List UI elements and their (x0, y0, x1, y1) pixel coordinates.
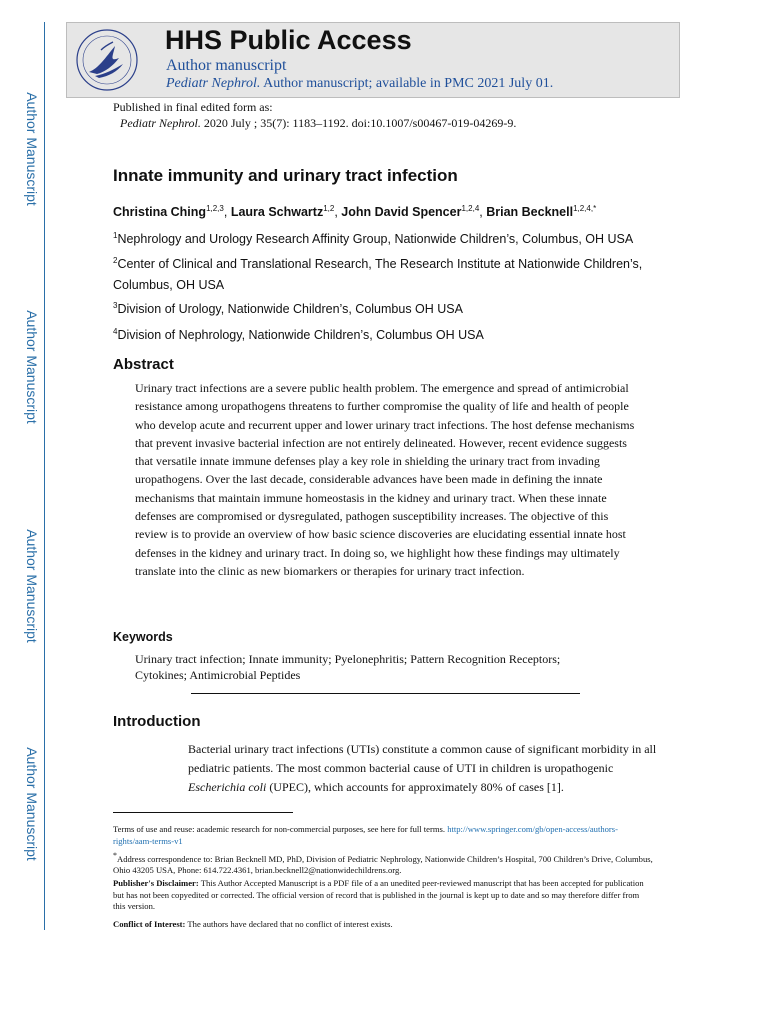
terms-link[interactable]: http://www.springer.com/gb/open-access/authors-rights/aam-terms-v1 (113, 824, 618, 846)
introduction-heading: Introduction (113, 713, 201, 730)
terms-footnote: Terms of use and reuse: academic research for non-commercial purposes, see here for full terms. http://www.springer.com/gb/open-access/authors-rights/aam-terms-v1 (113, 824, 618, 846)
published-label: Published in final edited form as: (113, 100, 273, 114)
abstract-heading: Abstract (113, 356, 174, 373)
manuscript-label: Author manuscript (166, 57, 287, 74)
affiliation: $^3$Division of Urology, Nationwide Children’s, Columbus OH USA (113, 301, 463, 317)
author-name: Brian Becknell (486, 205, 574, 220)
footnote-divider (113, 812, 293, 813)
affiliation: $^1$Nephrology and Urology Research Affinity Group, Nationwide Children’s, Columbus, OH USA (113, 231, 634, 247)
disclaimer-footnote: Publisher's Disclaimer: This Author Accepted Manuscript is a PDF file of a an unedited peer-reviewed manuscript that has been accepted for publication but has not been copyedited or corrected. The official version of record that is published in the journal is kept up to date and so may therefore differ from this version. (113, 878, 644, 911)
abstract-text: Urinary tract infections are a severe public health problem. The emergence and spread of antimicrobial resistance among uropathogens threatens to further compromise the quality of life and health of people who develop acute and recurrent upper and lower urinary tract infections. The host defense mechanisms that prevent invasive bacterial infection are not entirely delineated. However, recent evidence suggests that versatile innate immune defenses play a key role in shielding the urinary tract from invading uropathogens. Over the last decade, considerable advances have been made in defining the innate mechanisms that maintain immune homeostasis in the kidney and urinary tract. When these innate defenses are compromised or dysregulated, pathogen susceptibility increases. The objective of this review is to provide an overview of how basic science discoveries are elucidating essential innate host defenses in the kidney and urinary tract. In doing so, we highlight how these findings may ultimately translate into the clinic as new biomarkers or therapies for urinary tract infection. (135, 381, 635, 578)
hhs-eagle-logo-icon (75, 28, 139, 92)
article-title: Innate immunity and urinary tract infection (113, 166, 458, 185)
citation: Pediatr Nephrol. 2020 July ; 35(7): 1183–1192. doi:10.1007/s00467-019-04269-9. (120, 116, 517, 130)
keywords-text: Urinary tract infection; Innate immunity; Pyelonephritis; Pattern Recognition Receptors; Cytokines; Antimicrobial Peptides (135, 652, 561, 682)
hhs-title: HHS Public Access (165, 25, 412, 55)
author-list: Christina Ching$^{1,2,3}$, Laura Schwartz$^{1,2}$, John David Spencer$^{1,2,4}$, Brian Becknell$^{1,2,4,*}$ (113, 204, 597, 220)
correspondence-footnote: *Address correspondence to: Brian Becknell MD, PhD, Division of Pediatric Nephrology, Nationwide Children’s Hospital, 700 Children’s Drive, Columbus, Ohio 43205 USA, Phone: 614.722.4361, brian.becknell2@nationwidechildrens.org. (113, 851, 653, 876)
introduction-text: Bacterial urinary tract infections (UTIs) constitute a common cause of significant morbidity in all pediatric patients. The most common bacterial cause of UTI in children is uropathogenic Escherichia coli (UPEC), which accounts for approximately 80% of cases [1]. (188, 742, 657, 794)
keywords-heading: Keywords (113, 630, 173, 644)
affiliation: $^4$Division of Nephrology, Nationwide Children’s, Columbus OH USA (113, 327, 484, 343)
section-divider (191, 693, 580, 694)
availability-line: Pediatr Nephrol. Author manuscript; available in PMC 2021 July 01. (166, 76, 554, 91)
author-name: Laura Schwartz (230, 205, 324, 220)
hhs-header (66, 22, 680, 98)
affiliation: $^2$Center of Clinical and Translational Research, The Research Institute at Nationwide Children’s, Columbus, OH USA (113, 256, 643, 293)
margin-rule (44, 22, 45, 930)
conflict-footnote: Conflict of Interest: The authors have declared that no conflict of interest exists. (113, 919, 393, 929)
author-name: Christina Ching (113, 205, 207, 220)
author-name: John David Spencer (341, 205, 462, 220)
